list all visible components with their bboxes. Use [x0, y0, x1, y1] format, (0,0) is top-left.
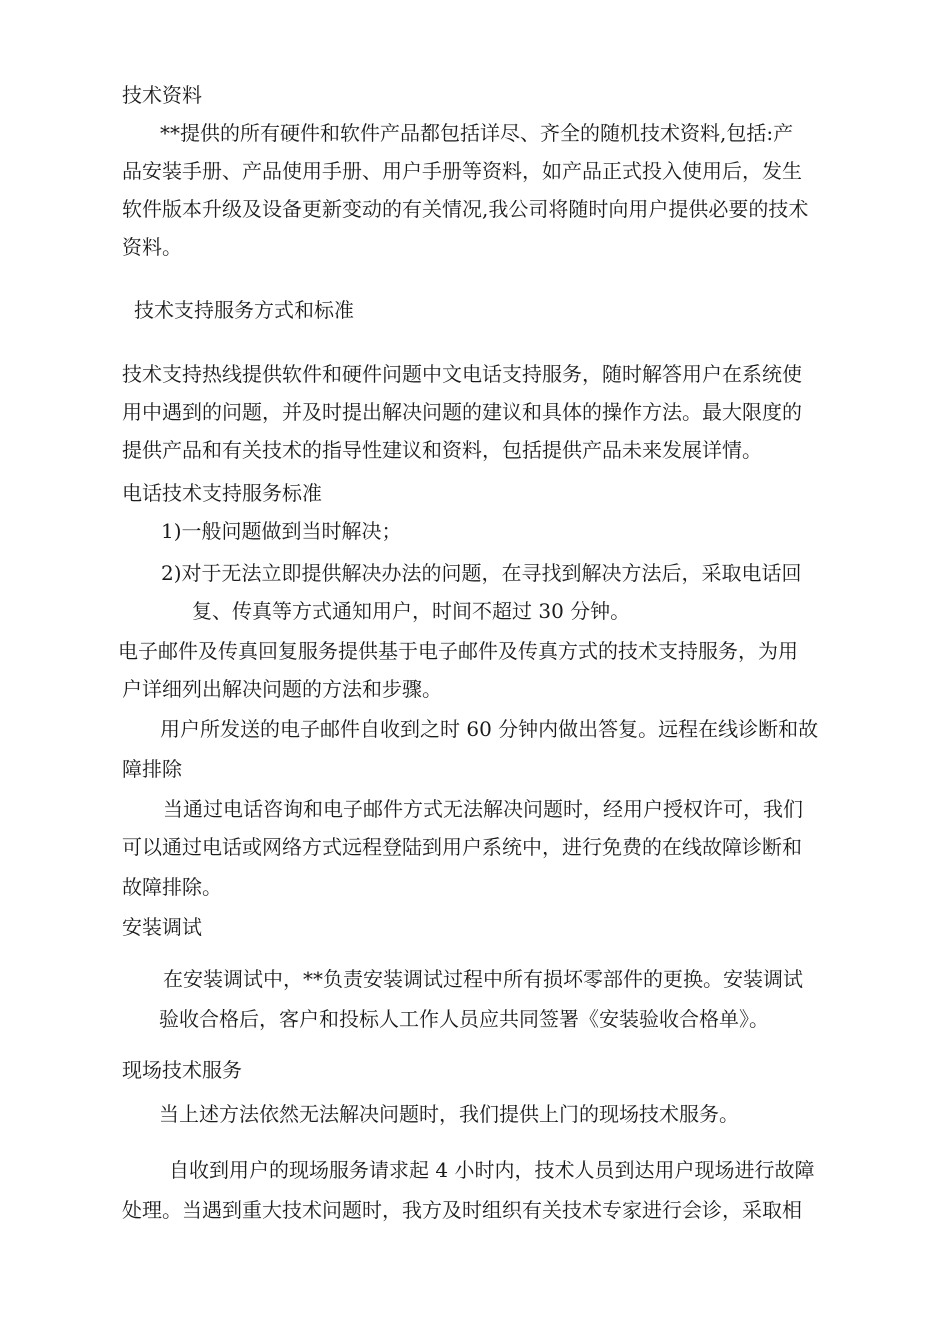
heading-tech-docs: 技术资料 — [122, 83, 202, 107]
paragraph-line: 当通过电话咨询和电子邮件方式无法解决问题时，经用户授权许可，我们 — [163, 797, 803, 821]
paragraph-line: 可以通过电话或网络方式远程登陆到用户系统中，进行免费的在线故障诊断和 — [122, 835, 802, 859]
paragraph-line: 户详细列出解决问题的方法和步骤。 — [122, 677, 442, 701]
list-item-continuation: 复、传真等方式通知用户，时间不超过 30 分钟。 — [192, 599, 631, 623]
heading-onsite: 现场技术服务 — [122, 1058, 242, 1082]
paragraph-line: 用中遇到的问题，并及时提出解决问题的建议和具体的操作方法。最大限度的 — [122, 400, 802, 424]
paragraph-line: 提供产品和有关技术的指导性建议和资料，包括提供产品未来发展详情。 — [122, 438, 762, 462]
heading-install: 安装调试 — [122, 915, 202, 939]
list-item: 1)一般问题做到当时解决； — [161, 519, 402, 543]
paragraph-line: 用户所发送的电子邮件自收到之时 60 分钟内做出答复。远程在线诊断和故 — [160, 717, 819, 741]
heading-support-methods: 技术支持服务方式和标准 — [134, 298, 354, 322]
paragraph-line: 软件版本升级及设备更新变动的有关情况,我公司将随时向用户提供必要的技术 — [122, 197, 809, 221]
list-item: 2)对于无法立即提供解决办法的问题，在寻找到解决方法后，采取电话回 — [161, 561, 802, 585]
paragraph-line: 电子邮件及传真回复服务提供基于电子邮件及传真方式的技术支持服务，为用 — [118, 639, 798, 663]
heading-phone-standard: 电话技术支持服务标准 — [122, 481, 322, 505]
paragraph-line: 障排除 — [122, 757, 182, 781]
paragraph-line: **提供的所有硬件和软件产品都包括详尽、齐全的随机技术资料,包括:产 — [160, 121, 794, 145]
paragraph-line: 技术支持热线提供软件和硬件问题中文电话支持服务，随时解答用户在系统使 — [122, 362, 802, 386]
paragraph-line: 处理。当遇到重大技术问题时，我方及时组织有关技术专家进行会诊，采取相 — [122, 1198, 802, 1222]
paragraph-line: 当上述方法依然无法解决问题时，我们提供上门的现场技术服务。 — [159, 1102, 739, 1126]
paragraph-line: 验收合格后，客户和投标人工作人员应共同签署《安装验收合格单》。 — [159, 1007, 769, 1031]
paragraph-line: 自收到用户的现场服务请求起 4 小时内，技术人员到达用户现场进行故障 — [169, 1158, 815, 1182]
paragraph-line: 资料。 — [122, 235, 182, 259]
paragraph-line: 品安装手册、产品使用手册、用户手册等资料，如产品正式投入使用后，发生 — [122, 159, 802, 183]
paragraph-line: 在安装调试中，**负责安装调试过程中所有损坏零部件的更换。安装调试 — [163, 967, 803, 991]
paragraph-line: 故障排除。 — [122, 875, 222, 899]
